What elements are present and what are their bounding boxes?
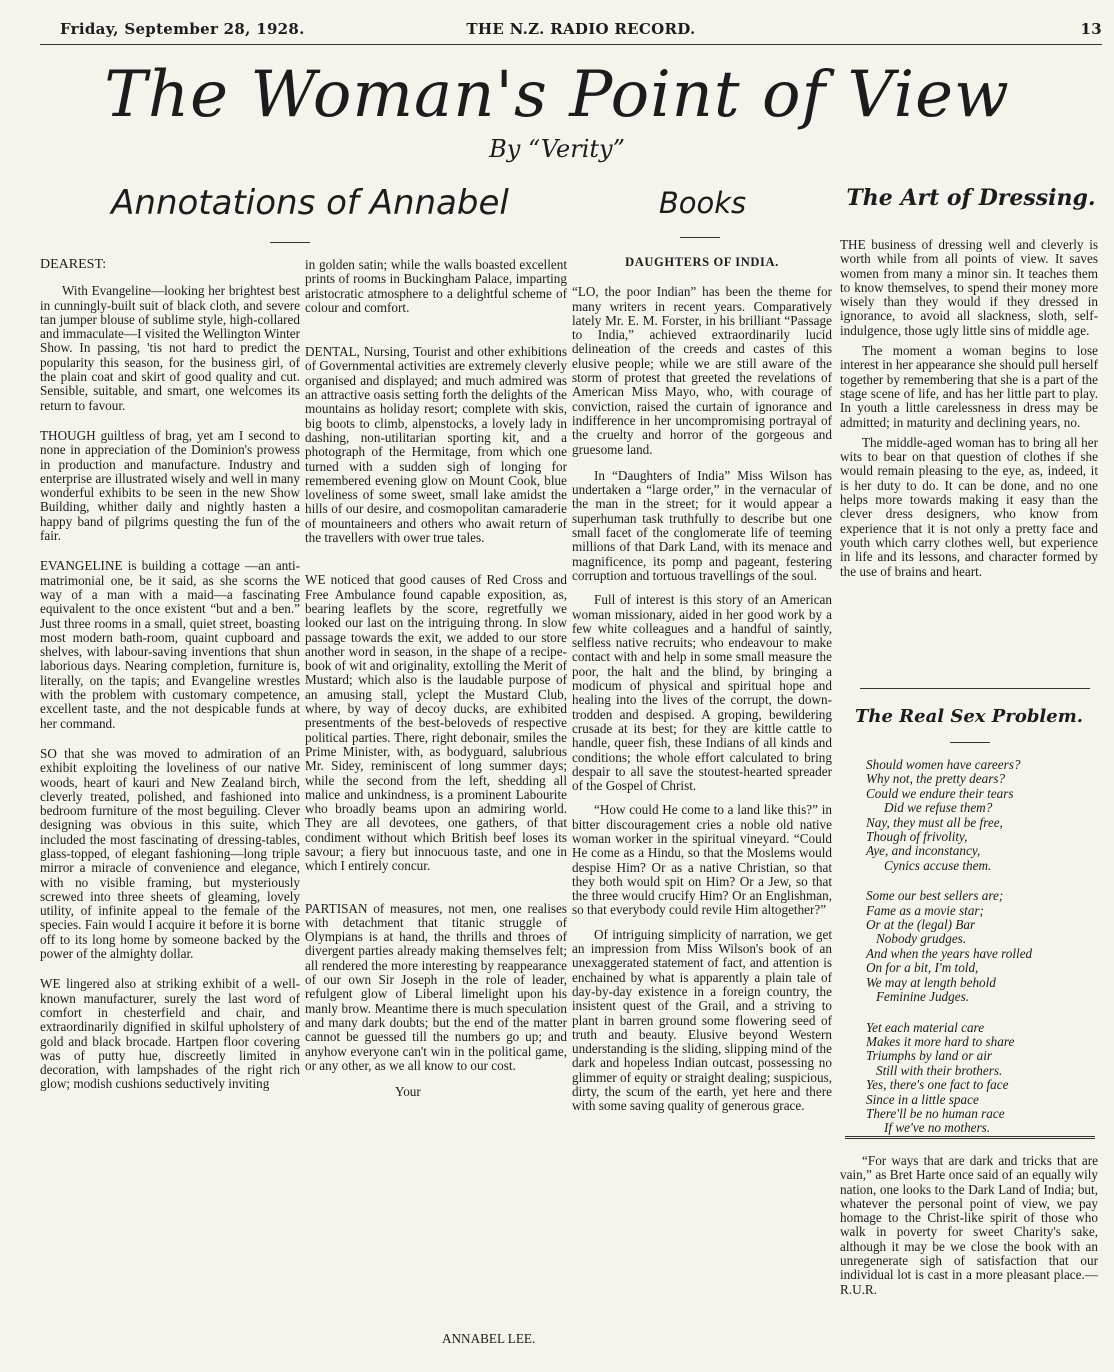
poem-line: Since in a little space [866, 1091, 979, 1107]
paragraph: “LO, the poor Indian” has been the theme for many writers in recent years. Comparatively lately Mr. E. M. Forster, in his brilliant “Passage to India,” achieved extraordinarily lucid delineation of the creeds and castes of this elusive people; while we are still aware of the storm of protest that greeted the revelations of American Miss Mayo, who, with courage of conviction, raised the curtain of ignorance and indifference in her uncompromising portrayal of the cruelty and horror of the gorgeous and gruesome land. [572, 284, 832, 457]
paragraph: WE noticed that good causes of Red Cross and Free Ambulance found capable exposition, as, bearing leaflets by the score, regretfully we looked our last on the intriguing throng. In slow passage towards the exit, we added to our store another word in season, in the shape of a recipe-book of wit and originality, extolling the Merit of Mustard; which also is the laudable purpose of an amusing stall, yclept the Mustard Club, where, by way of decoy ducks, are exhibited presentments of the best-beloveds of respective political parties. There, right debonair, smiles the Prime Minister, with, as bodyguard, salubrious Mr. Sidey, reminiscent of long summer days; while the second from the left, shedding all malice and unkindness, is a prominent Labourite who broadly beams upon an admiring world. They are all devotees, one gathers, of that condiment without which British beef loses its savour; a fiery but innocuous taste, and one in which I entirely concur. [305, 572, 567, 874]
paragraph: PARTISAN of measures, not men, one realises with detachment that titanic struggle of Olympians is at hand, the thrills and throes of divergent parties already making themselves felt; all rendered the more interesting by reappearance of our own Sir Joseph in the role of leader, refulgent glow of Liberal limelight upon his manly brow. Meantime there is much speculation and many dark doubts; but the end of the matter cannot be guessed till the numbers go up; and anyhow everyone can't win in the political game, or any other, as we all know to our cost. [305, 900, 567, 1073]
header-rule [40, 44, 1102, 45]
poem-line: Did we refuse them? [884, 800, 993, 816]
books-column [442, 255, 832, 1346]
greeting: DEAREST: [40, 257, 107, 272]
book-title: DAUGHTERS OF INDIA. [625, 255, 779, 269]
paragraph: With Evangeline—looking her brightest best in cunningly-built suit of black cloth, and severe tan jumper blouse of sublime style, high-collared and immaculate—I visited the Wellington Winter Show. In passing, 'tis not hard to predict the popularity this season, for the business girl, of the plain coat and skirt of good quality and cut. Sensible, suitable, and smart, one welcomes its return to favour. [40, 283, 300, 413]
annotations-heading: Annotations of Annabel [111, 183, 509, 223]
closing-note-column [840, 1154, 1098, 1297]
poem-line: Makes it more hard to share [866, 1033, 1015, 1049]
paragraph: In “Daughters of India” Miss Wilson has undertaken a “large order,” in the vernacular of the man in the street; for it would appear a superhuman task truthfully to describe but one small facet of the conglomerate life of teeming millions of that Dark Land, with its menace and magnificence, its pomp and pageant, festering corruption and tortuous travellings of the soul. [572, 467, 832, 583]
poem-line: Feminine Judges. [876, 989, 970, 1005]
paragraph: Of intriguing simplicity of narration, we get an impression from Miss Wilson's book of an unexaggerated statement of fact, and attention is enchained by what is apparently a plain tale of day-by-day existence in a foreign country, the insistent quest of the Grail, and a striving to plant in barren ground some flowering seed of truth and beauty. Elusive beyond Western understanding is the sliding, slipping mind of the dark and hopeless Indian outcast, possessing no glimmer of equity or straight dealing; suspicious, dirty, the scum of the earth, yet here and there with some saving quality of generous grace. [572, 926, 832, 1114]
annotations-column-1 [40, 258, 300, 1092]
poem-line: Could we endure their tears [866, 785, 1014, 801]
real-sex-heading: The Real Sex Problem. [854, 706, 1084, 727]
poem-line: Though of frivolity, [866, 829, 968, 845]
poem-line: Nobody grudges. [876, 931, 967, 947]
poem-line: Fame as a movie star; [866, 902, 984, 918]
poem [866, 758, 1094, 1152]
page-number: 13 [1080, 20, 1102, 38]
poem-line: Cynics accuse them. [884, 857, 992, 873]
art-of-dressing-heading: The Art of Dressing. [846, 185, 1096, 211]
newspaper-name: THE N.Z. RADIO RECORD. [466, 20, 696, 38]
books-heading: Books [658, 186, 747, 220]
paragraph: THOUGH guiltless of brag, yet am I second to none in appreciation of the Dominion's prowess in production and manufacture. Industry and enterprise are illustrated wisely and well in many wonderful exhibits to be seen in the new Show Building, whither daily and nightly hasten a happy band of pilgrims questing the fun of the fair. [40, 427, 300, 544]
paragraph: “How could He come to a land like this?” in bitter discouragement cries a noble old native woman worker in the spiritual vineyard. “Could He come as a Hindu, so that the Moslems would despise Him? Or as a native Christian, so that they both would spit on Him? Or a Jew, so that the three would crucify Him? Or an Englishman, so that everybody could revile Him altogether?” [572, 802, 832, 918]
poem-line: Why not, the pretty dears? [866, 771, 1006, 787]
byline: By “Verity” [489, 135, 625, 163]
signature: ANNABEL LEE. [442, 1331, 536, 1346]
poem-line: Some our best sellers are; [866, 888, 1004, 904]
poem-line: There'll be no human race [866, 1105, 1005, 1121]
annotations-rule [270, 242, 310, 243]
double-rule [845, 1136, 1095, 1139]
poem-line: Or at the (legal) Bar [866, 917, 976, 933]
paragraph: in golden satin; while the walls boasted excellent prints of rooms in Buckingham Palace, imparting aristocratic atmosphere to a delightful scheme of colour and comfort. [305, 257, 567, 315]
closing: Your [395, 1084, 421, 1100]
books-rule [680, 237, 720, 238]
issue-date: Friday, September 28, 1928. [60, 20, 305, 38]
poem-line: Aye, and inconstancy, [866, 843, 981, 859]
poem-line: On for a bit, I'm told, [866, 960, 979, 976]
annotations-column-2 [305, 258, 567, 1115]
poem-line: Triumphs by land or air [866, 1048, 993, 1064]
section-rule [860, 688, 1090, 689]
poem-line: Should women have careers? [866, 757, 1021, 772]
paragraph: Full of interest is this story of an American woman missionary, aided in her good work by a few white colleagues and a handful of saintly, selfless native recruits; who endeavour to make contact with and help in some small measure the poor, the halt and the blind, by bringing a modicum of physical and spiritual hope and healing into the lives of the corrupt, the down-trodden and despised. A groping, bewildering crusade at its best; for they are kittle cattle to handle, queer fish, these Indians of all kinds and conditions; the whole effort calculated to bring despair to all save the stoutest-hearted spreader of the Gospel of Christ. [572, 592, 832, 794]
poem-line: If we've no mothers. [884, 1120, 991, 1136]
paragraph: SO that she was moved to admiration of an exhibit exploiting the loveliness of our native woods, heart of kauri and New Zealand birch, cleverly treated, polished, and fashioned into bedroom furniture of the most beguiling. Clever designing was obvious in this suite, which included the most fascinating of dressing-tables, glass-topped, of elegant fashioning—long triple mirror a miracle of convenience and elegance, with no visible framing, but mysteriously screwed into three sheets of gleaming, lovely utility, of infinite appeal to the female of the species. Fain would I acquire it before it is borne off to its long home by someone backed by the power of the almighty dollar. [40, 745, 300, 962]
paragraph: DENTAL, Nursing, Tourist and other exhibitions of Governmental activities are extremely cleverly organised and displayed; and much admired was an attractive oasis setting forth the delights of the mountains as holiday resort; complete with skis, big boots to climb, alpenstocks, a lovely lady in dashing, non-utilitarian sporting kit, and a photograph of the Hermitage, from which one turned with a sudden sigh of longing for remembered evening glow on Mount Cook, blue loveliness of some sweet, small lake amidst the hills of our desire, and cosmopolitan camaraderie of mountaineers and others who await return of the travellers with ower true tales. [305, 344, 567, 546]
paragraph: The middle-aged woman has to bring all her wits to bear on that question of clothes if she would remain pleasing to the eye, as, indeed, it is her duty to do. It can be done, and no one helps more towards making it easy than the clever dress designers, who know from experience that it is not only a pretty face and youth which carry clothes well, but experience in life and its lessons, and character formed by the use of brains and heart. [840, 434, 1098, 579]
closing-note: “For ways that are dark and tricks that are vain,” as Bret Harte once said of an equally wily nation, one looks to the Dark Land of India; but, whatever the personal point of view, we pay homage to the Christ-like spirit of those who walk in poverty for sweet Charity's sake, although it may be we close the book with an unregenerate sigh of satisfaction that our individual lot is cast in a more pleasant place.—R.U.R. [840, 1153, 1098, 1297]
poem-stanza [866, 758, 1094, 873]
paragraph: WE lingered also at striking exhibit of a well-known manufacturer, surely the last word of comfort in chesterfield and chair, and extraordinarily dignified in skilful upholstery of gold and black brocade. Hartpen floor covering was of putty hue, discreetly limited in decoration, with lampshades of the right rich glow; modish cushions seductively inviting [40, 976, 300, 1092]
poem-stanza [866, 889, 1094, 1004]
paragraph: EVANGELINE is building a cottage —an anti-matrimonial one, be it said, as she scorns the way of a man with a maid—a fascinating equivalent to the once existent “but and a ben.” Just three rooms in a small, quiet street, boasting most modern bath-room, quaint cupboard and shelves, with labour-saving inventions that shun laborious days. Nearing completion, furniture is, literally, on the tapis; and Evangeline wrestles with the problem with customary competence, excellent taste, and the not despicable funds at her command. [40, 558, 300, 731]
poem-line: We may at length behold [866, 974, 996, 990]
poem-rule [950, 742, 990, 743]
poem-stanza [866, 1021, 1094, 1136]
paragraph: The moment a woman begins to lose interest in her appearance she should pull herself together by remembering that she is a part of the stage scene of life, and has her little part to play. In youth a little carelessness in dress may be admitted; in maturity and declining years, no. [840, 343, 1098, 430]
poem-line: And when the years have rolled [866, 945, 1033, 961]
poem-line: Nay, they must all be free, [866, 814, 1003, 830]
dressing-column [840, 238, 1098, 579]
paragraph: THE business of dressing well and cleverly is worth while from all points of view. It saves women from many a minor sin. It teaches them to know themselves, to spend their money more wisely than they would if they dressed in ignorance, to avoid all slackness, sloth, self-indulgence, those ugly little sins of middle age. [840, 237, 1098, 338]
poem-line: Still with their brothers. [876, 1062, 1003, 1078]
poem-line: Yes, there's one fact to face [866, 1077, 1009, 1093]
poem-line: Yet each material care [866, 1019, 985, 1035]
page-header [60, 18, 1102, 42]
section-title: The Woman's Point of View [104, 58, 1010, 132]
